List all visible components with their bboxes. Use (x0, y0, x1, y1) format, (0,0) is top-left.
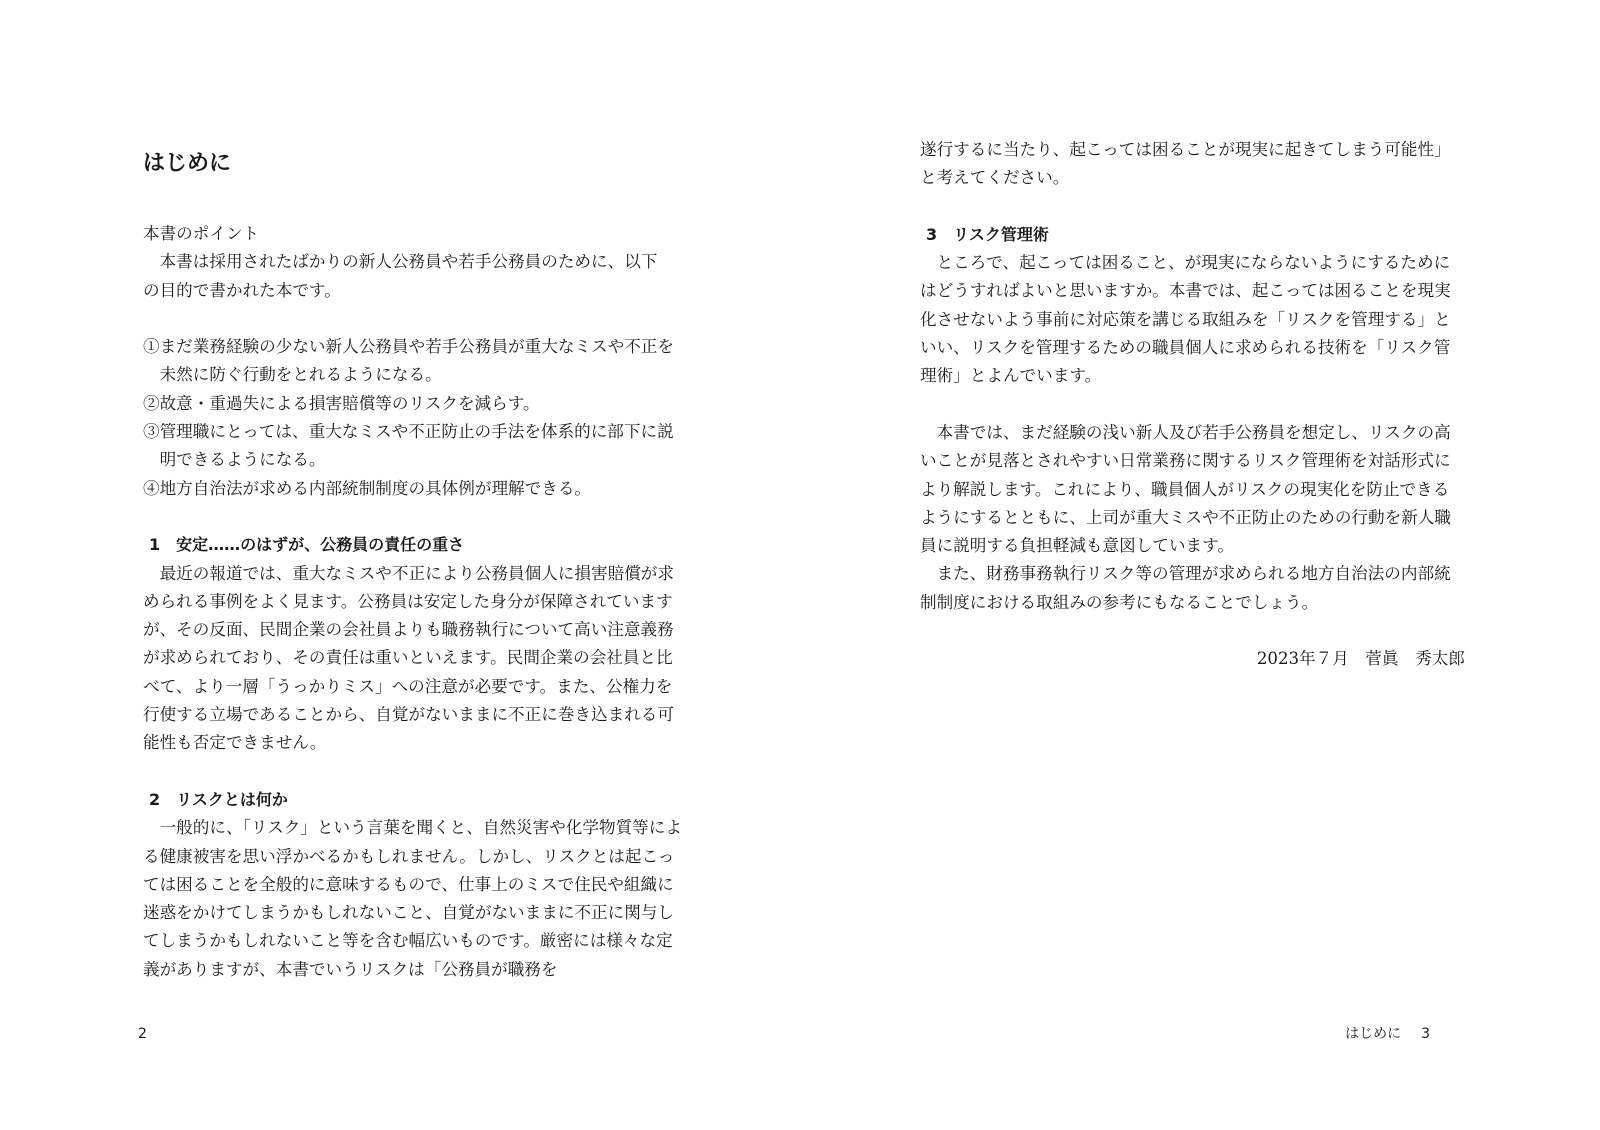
point-item: ④地方自治法が求める内部統制制度の具体例が理解できる。 (143, 478, 592, 498)
section-2-heading: 2 リスクとは何か (149, 789, 288, 809)
paragraph-b: また、財務事務執行リスク等の管理が求められる地方自治法の内部統制制度における取組みの参考にもなることでしょう。 (920, 564, 1451, 612)
points-list (143, 333, 688, 503)
page-number-left: 2 (138, 1026, 147, 1042)
intro-heading: 本書のポイント (143, 224, 260, 243)
page-title: はじめに (143, 151, 232, 176)
right-column (920, 136, 1465, 674)
author-signature: 2023年７月 菅眞 秀太郎 (1256, 649, 1465, 669)
folio-right (1345, 1024, 1430, 1044)
section-3-text: ところで、起こっては困ること、が現実にならないようにするためにはどうすればよいと思いますか。本書では、起こっては困ることを現実化させないよう事前に対応策を講じる取組みを「リスクを管理する」といい、リスクを管理するための職員個人に求められる技術を「リスク管理術」とよんでいます。 (920, 253, 1451, 386)
running-head: はじめに (1345, 1026, 1402, 1042)
page-number-right: 3 (1421, 1026, 1430, 1042)
paragraph-a: 本書では、まだ経験の浅い新人及び若手公務員を想定し、リスクの高いことが見落とされやすい日常業務に関するリスク管理術を対話形式により解説します。これにより、職員個人がリスクの現実化を防止できるようにするとともに、上司が重大ミスや不正防止のための行動を新人職員に説明する負担軽減も意図しています。 (920, 422, 1451, 556)
point-item: ②故意・重過失による損害賠償等のリスクを減らす。 (143, 393, 540, 413)
continued-text: 遂行するに当たり、起こっては困ることが現実に起きてしまう可能性」と考えてください。 (920, 140, 1451, 188)
left-column (143, 220, 688, 984)
section-3-heading: 3 リスク管理術 (926, 224, 1049, 244)
section-1-text: 最近の報道では、重大なミスや不正により公務員個人に損害賠償が求められる事例をよく見ます。公務員は安定した身分が保障されていますが、その反面、民間企業の会社員よりも職務執行について高い注意義務が求められており、その責任は重いといえます。民間企業の会社員と比べて、より一層「うっかりミス」への注意が必要です。また、公権力を行使する立場であることから、自覚がないままに不正に巻き込まれる可能性も否定できません。 (143, 563, 674, 753)
point-item: ③管理職にとっては、重大なミスや不正防止の手法を体系的に部下に説明できるようになる。 (143, 422, 674, 470)
point-item: ①まだ業務経験の少ない新人公務員や若手公務員が重大なミスや不正を未然に防ぐ行動をとれるようになる。 (143, 337, 674, 385)
section-1-heading: 1 安定……のはずが、公務員の責任の重さ (149, 535, 465, 555)
intro-line-1: 本書は採用されたばかりの新人公務員や若手公務員のために、以下 (159, 252, 658, 272)
intro-line-2: の目的で書かれた本です。 (143, 280, 341, 300)
right-page (800, 0, 1600, 1130)
section-2-text: 一般的に、「リスク」という言葉を聞くと、自然災害や化学物質等による健康被害を思い浮かべるかもしれません。しかし、リスクとは起こっては困ることを全般的に意味するもので、仕事上のミスで住民や組織に迷惑をかけてしまうかもしれないこと、自覚がないままに不正に関与してしまうかもしれないこと等を含む幅広いものです。厳密には様々な定義がありますが、本書でいうリスクは「公務員が職務を (143, 818, 682, 979)
